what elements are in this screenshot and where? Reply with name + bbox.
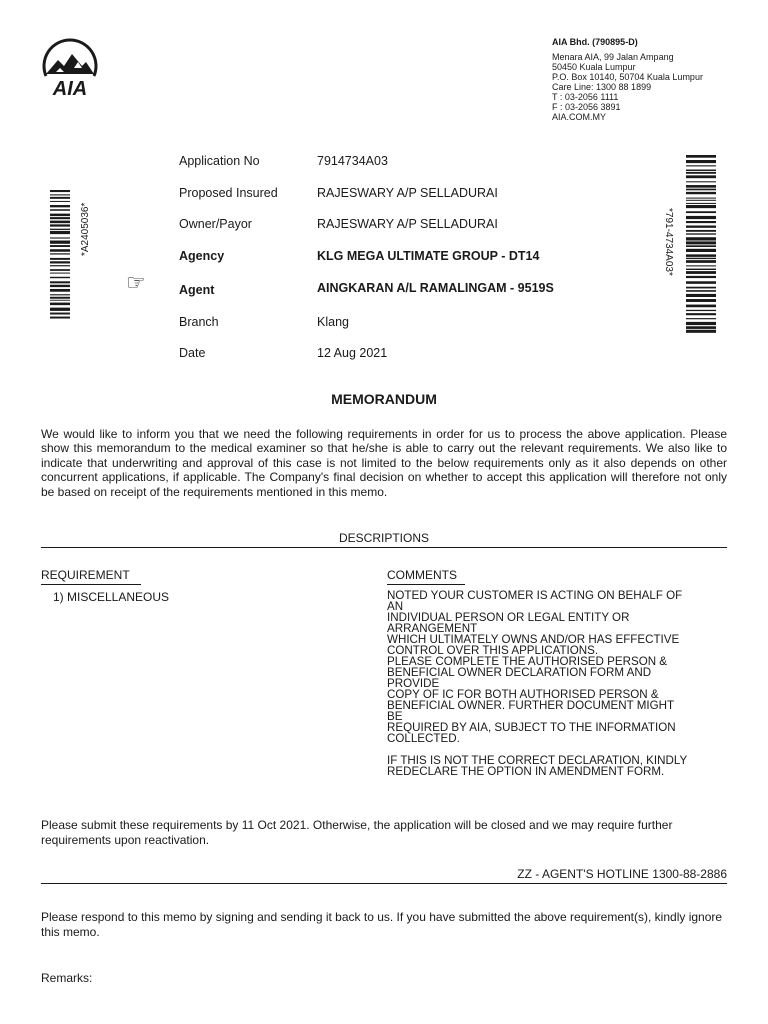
comment-line: PROVIDE [387,677,440,690]
company-address-line: P.O. Box 10140, 50704 Kuala Lumpur [552,72,703,82]
comment-line: NOTED YOUR CUSTOMER IS ACTING ON BEHALF OF [387,589,683,602]
company-address-line: 50450 Kuala Lumpur [552,62,636,72]
owner-payor-value: RAJESWARY A/P SELLADURAI [317,217,498,231]
memo-title: MEMORANDUM [331,391,437,407]
date-label: Date [179,346,206,360]
barcode-right [686,155,716,333]
agent-label: Agent [179,283,215,297]
company-website: AIA.COM.MY [552,112,607,122]
comment-line: BENEFICIAL OWNER. FURTHER DOCUMENT MIGHT [387,699,675,712]
company-address-line: Menara AIA, 99 Jalan Ampang [552,52,674,62]
comment-line: REDECLARE THE OPTION IN AMENDMENT FORM. [387,765,665,778]
comments-text [387,590,727,777]
comment-line: BE [387,710,403,723]
barcode-right-text: *791-4734A03* [663,208,674,276]
divider [41,547,727,548]
barcode-left-text: *A2405036* [80,202,91,256]
comment-line: BENEFICIAL OWNER DECLARATION FORM AND [387,666,652,679]
remarks-label: Remarks: [41,971,93,985]
aia-logo-text: AIA [52,78,88,98]
requirement-heading: REQUIREMENT [41,568,130,582]
comment-line: PLEASE COMPLETE THE AUTHORISED PERSON & [387,655,668,668]
descriptions-heading: DESCRIPTIONS [338,531,429,545]
aia-logo [38,38,102,98]
date-value: 12 Aug 2021 [317,346,388,360]
comment-line: INDIVIDUAL PERSON OR LEGAL ENTITY OR [387,611,630,624]
company-name: AIA Bhd. (790895-D) [552,37,638,47]
application-no-label: Application No [179,154,260,168]
agent-hotline: ZZ - AGENT'S HOTLINE 1300-88-2886 [517,867,727,881]
agent-value: AINGKARAN A/L RAMALINGAM - 9519S [317,281,554,295]
comment-line: ARRANGEMENT [387,622,478,635]
comment-line: COLLECTED. [387,732,460,745]
pointing-hand-icon: ☞ [126,270,146,295]
divider [41,883,727,884]
respond-notice: Please respond to this memo by signing and sending it back to us. If you have submitted the above requirement(s), kindly ignore this memo. [41,910,723,939]
proposed-insured-label: Proposed Insured [179,186,278,200]
company-address-block [552,37,703,122]
intro-paragraph: We would like to inform you that we need the following requirements in order for us to process the above application. Please show this memorandum to the medical examiner so that he/she is able to carry out the relevant requirements. We also like to indicate that underwriting and approval of this case is not limited to the below requirements only as it also depends on other concurrent applications, if applicable. The Company's final decision on whether to accept this application will therefore not only be based on receipt of the requirements mentioned in this memo. [41,427,727,499]
comments-heading: COMMENTS [387,568,457,582]
comment-line: WHICH ULTIMATELY OWNS AND/OR HAS EFFECTIVE [387,633,680,646]
branch-value: Klang [317,315,349,329]
comment-line: REQUIRED BY AIA, SUBJECT TO THE INFORMATION [387,721,676,734]
proposed-insured-value: RAJESWARY A/P SELLADURAI [317,186,498,200]
comment-line: COPY OF IC FOR BOTH AUTHORISED PERSON & [387,688,659,701]
company-fax: F : 03-2056 3891 [552,102,621,112]
comments-heading-underline [387,584,465,585]
agency-value: KLG MEGA ULTIMATE GROUP - DT14 [317,249,540,263]
comment-line: CONTROL OVER THIS APPLICATIONS. [387,644,599,657]
submit-notice: Please submit these requirements by 11 Oct 2021. Otherwise, the application will be closed and we may require further requirements upon reactivation. [41,818,673,847]
comment-line: IF THIS IS NOT THE CORRECT DECLARATION, KINDLY [387,754,688,767]
application-no-value: 7914734A03 [317,154,388,168]
agency-label: Agency [179,249,225,263]
barcode-left [50,190,70,320]
requirement-heading-underline [41,584,141,585]
branch-label: Branch [179,315,219,329]
company-phone: T : 03-2056 1111 [552,92,619,102]
company-careline: Care Line: 1300 88 1899 [552,82,652,92]
owner-payor-label: Owner/Payor [179,217,252,231]
comment-line: AN [387,600,404,613]
requirement-item: 1) MISCELLANEOUS [53,590,170,604]
